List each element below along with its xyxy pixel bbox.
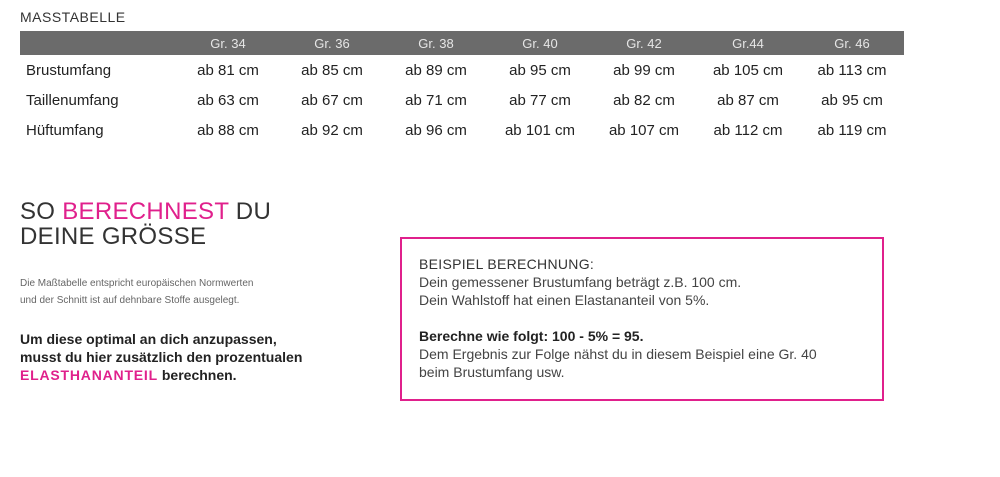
size-header-cell: Gr. 36 [280,31,384,55]
norm-note [20,275,253,309]
table-cell: ab 112 cm [713,121,783,139]
table-cell: ab 89 cm [405,61,467,79]
example-line: Dein gemessener Brustumfang beträgt z.B. 100 cm. [419,274,742,290]
table-cell: ab 99 cm [613,61,675,79]
table-row [20,115,904,145]
norm-note-line: und der Schnitt ist auf dehnbare Stoffe ausgelegt. [20,295,240,306]
table-cell: ab 119 cm [817,121,887,139]
table-cell: ab 96 cm [405,121,467,139]
table-cell: ab 77 cm [509,91,571,109]
table-cell: ab 101 cm [504,121,576,139]
adjust-note-tail: berechnen. [157,367,237,383]
table-cell: ab 87 cm [717,91,779,109]
size-table-title: MASSTABELLE [20,9,126,25]
table-cell: ab 88 cm [197,121,259,139]
headline-line-2: DEINE GRÖSSE [20,223,207,250]
example-formula: Berechne wie folgt: 100 - 5% = 95. [419,328,644,344]
table-cell: ab 82 cm [613,91,675,109]
row-label: Brustumfang [26,61,112,79]
example-calculation-box [400,237,884,401]
adjust-note [20,330,302,384]
section-headline [20,199,271,249]
table-cell: ab 107 cm [608,121,680,139]
adjust-note-line: Um diese optimal an dich anzupassen, [20,331,277,347]
size-header-cell: Gr. 34 [176,31,280,55]
headline-text: SO [20,198,63,225]
size-header-cell: Gr. 42 [592,31,696,55]
headline-line-1 [20,199,271,224]
row-label: Hüftumfang [26,121,104,139]
example-line: Dein Wahlstoff hat einen Elastananteil von 5%. [419,292,710,308]
size-header-cell: Gr. 38 [384,31,488,55]
size-table [20,31,904,145]
headline-text: DU [228,198,272,225]
row-label: Taillenumfang [26,91,119,109]
table-row [20,85,904,115]
example-result-line: Dem Ergebnis zur Folge nähst du in diesem Beispiel eine Gr. 40 [419,346,817,362]
table-cell: ab 95 cm [821,91,883,109]
table-row [20,55,904,85]
adjust-note-line [20,366,302,384]
example-title: BEISPIEL BERECHNUNG: [419,256,595,272]
table-cell: ab 67 cm [301,91,363,109]
elasthan-accent: ELASTHANANTEIL [20,367,158,383]
table-cell: ab 85 cm [301,61,363,79]
example-result-line: beim Brustumfang usw. [419,364,565,380]
table-cell: ab 92 cm [301,121,363,139]
size-header-cell: Gr.44 [696,31,800,55]
size-header-cell: Gr. 40 [488,31,592,55]
table-cell: ab 63 cm [197,91,259,109]
size-header-row [20,31,904,55]
norm-note-line: Die Maßtabelle entspricht europäischen Normwerten [20,278,254,289]
header-blank-cell [20,31,176,55]
headline-accent: BERECHNEST [62,198,229,225]
adjust-note-line: musst du hier zusätzlich den prozentualen [20,349,303,365]
table-cell: ab 81 cm [197,61,259,79]
table-cell: ab 71 cm [405,91,467,109]
table-cell: ab 113 cm [817,61,887,79]
table-cell: ab 95 cm [509,61,571,79]
size-header-cell: Gr. 46 [800,31,904,55]
table-cell: ab 105 cm [712,61,784,79]
example-content [419,255,869,381]
